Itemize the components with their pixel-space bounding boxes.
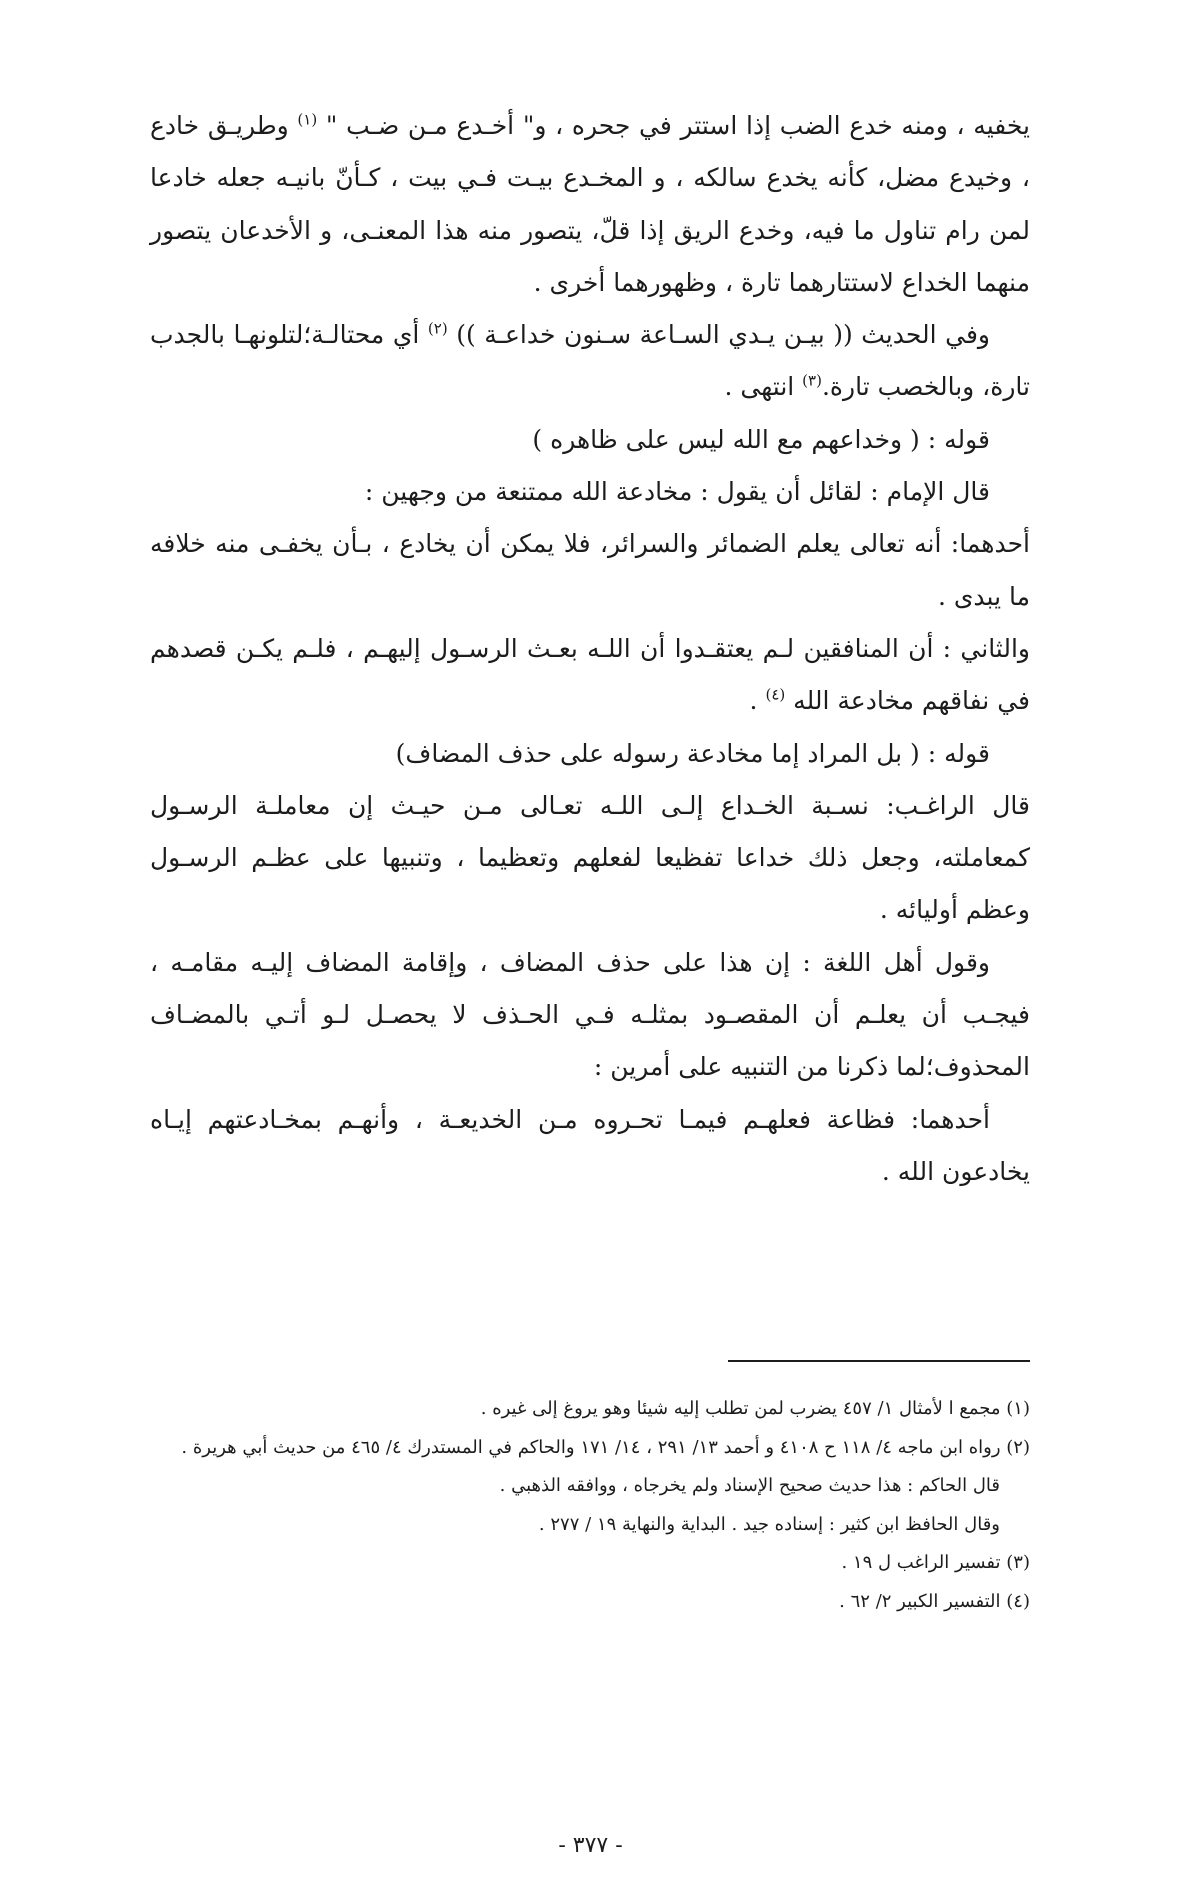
paragraph-text: انتهى . <box>724 372 803 402</box>
footnote-ref-3[interactable]: (٣) <box>802 372 822 391</box>
paragraph-3: قوله : ( وخداعهم مع الله ليس على ظاهره ) <box>532 424 990 454</box>
footnote-2: (٢) رواه ابن ماجه ٤/ ١١٨ ح ٤١٠٨ و أحمد ١٣/ ٢٩١ ، ١٤/ ١٧١ والحاكم في المستدرك ٤/ ٤٦٥ من حديث أبي هريرة . <box>181 1436 1030 1458</box>
paragraph-5: أحدهما: أنه تعالى يعلم الضمائر والسرائر، فلا يمكن أن يخادع ، بـأن يخفـى منه خلافه ما يبدى . <box>150 529 1030 611</box>
footnote-ref-1[interactable]: (١) <box>297 110 318 129</box>
paragraph-text: يخفيه ، ومنه خدع الضب إذا استتر في جحره ، و" أخـدع مـن ضـب " <box>317 111 1030 140</box>
footnote-2-note-a: قال الحاكم : هذا حديث صحيح الإسناد ولم يخرجاه ، ووافقه الذهبي . <box>499 1475 1000 1496</box>
footnote-divider <box>728 1360 1030 1362</box>
paragraph-7: قوله : ( بل المراد إما مخادعة رسوله على حذف المضاف) <box>395 738 990 768</box>
footnote-1: (١) مجمع ا لأمثال ١/ ٤٥٧ يضرب لمن تطلب إليه شيئا وهو يروغ إلى غيره . <box>480 1398 1030 1419</box>
footnote-ref-2[interactable]: (٢) <box>427 319 448 338</box>
paragraph-6 <box>150 623 1030 728</box>
paragraph-10: أحدهما: فظاعة فعلهـم فيمـا تحـروه مـن الخديعـة ، وأنهـم بمخـادعتهم إيـاه يخادعون الله . <box>150 1104 1030 1186</box>
footnote-3: (٣) تفسير الراغب ل ١٩ . <box>841 1552 1030 1573</box>
page-number: - ٣٧٧ - <box>558 1833 623 1858</box>
paragraph-8: قال الراغـب: نسـبة الخـداع إلـى اللـه تعـالى مـن حيـث إن معاملـة الرسـول كمعاملته، وجعل ذلك خداعا تفظيعا لفعلهم وتعظيما ، وتنبيها على عظـم الرسـول وعظم أوليائه . <box>150 790 1030 925</box>
paragraph-2 <box>150 309 1030 414</box>
paragraph-text: وطريـق خادع ، وخيدع مضل، كأنه يخدع سالكه ، و المخـدع بيـت فـي بيت ، كـأنّ بانيـه جعله خادعا لمن رام تناول ما فيه، وخدع الريق إذا قلّ، يتصور منه هذا المعنـى، و الأخدعان يتصور منهما الخداع لاستتارهما تارة ، وظهورهما أخرى . <box>150 111 1030 297</box>
paragraph-text: وفي الحديث (( بيـن يـدي السـاعة سـنون خداعـة )) <box>447 320 990 350</box>
paragraph-text: . <box>749 686 766 716</box>
footnote-2-note-b: وقال الحافظ ابن كثير : إسناده جيد . البداية والنهاية ١٩ / ٢٧٧ . <box>538 1513 1000 1535</box>
paragraph-1 <box>150 100 1030 309</box>
footnote-4: (٤) التفسير الكبير ٢/ ٦٢ . <box>839 1590 1030 1612</box>
footnote-ref-4[interactable]: (٤) <box>765 685 786 704</box>
paragraph-text: أي محتالـة؛لتلونهـا بالجدب تارة، وبالخصب تارة. <box>150 320 1030 402</box>
paragraph-text: والثاني : أن المنافقين لـم يعتقـدوا أن اللـه بعـث الرسـول إليهـم ، فلـم يكـن قصدهم في نفاقهم مخادعة الله <box>150 633 1030 716</box>
paragraph-4: قال الإمام : لقائل أن يقول : مخادعة الله ممتنعة من وجهين : <box>364 477 990 507</box>
main-text <box>150 100 1030 1198</box>
footnotes <box>150 1390 1030 1621</box>
paragraph-9: وقول أهل اللغة : إن هذا على حذف المضاف ، وإقامة المضاف إليـه مقامـه ، فيجـب أن يعلـم أن المقصـود بمثلـه فـي الحـذف لا يحصـل لـو أتـي بالمضـاف المحذوف؛لما ذكرنا من التنبيه على أمرين : <box>150 947 1030 1082</box>
